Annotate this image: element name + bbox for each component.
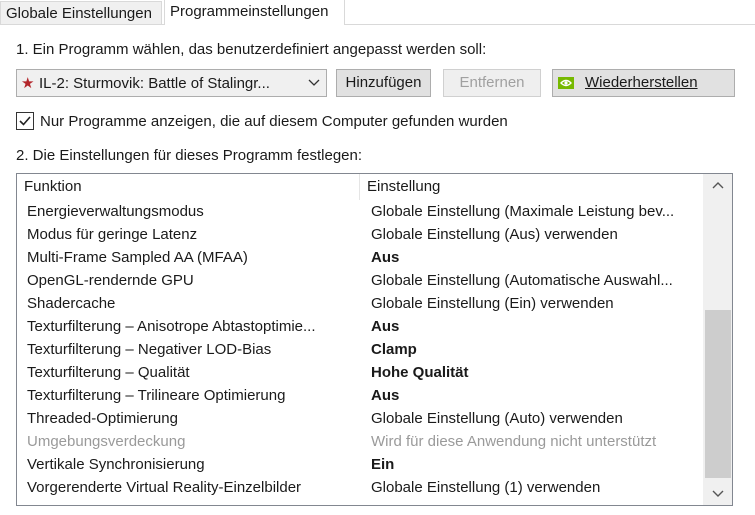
feature-cell: Texturfilterung – Trilineare Optimierung xyxy=(27,387,286,404)
feature-cell: Vertikale Synchronisierung xyxy=(27,456,205,473)
setting-cell: Wird für diese Anwendung nicht unterstützt xyxy=(371,433,657,450)
restore-button[interactable] xyxy=(552,69,735,97)
table-row[interactable] xyxy=(17,361,704,384)
setting-cell[interactable]: Globale Einstellung (Ein) verwenden xyxy=(371,295,614,312)
setting-cell[interactable]: Globale Einstellung (Aus) verwenden xyxy=(371,226,618,243)
column-header-feature[interactable]: Funktion xyxy=(24,178,82,195)
scrollbar-thumb[interactable] xyxy=(705,310,731,478)
scroll-down-button[interactable] xyxy=(704,481,732,505)
program-select[interactable] xyxy=(16,69,327,97)
feature-cell: Texturfilterung – Negativer LOD-Bias xyxy=(27,341,272,358)
setting-cell[interactable]: Hohe Qualität xyxy=(371,364,469,381)
chevron-down-icon xyxy=(308,76,320,88)
checkmark-icon xyxy=(18,114,32,128)
feature-cell: Energieverwaltungsmodus xyxy=(27,203,204,220)
feature-cell: Multi-Frame Sampled AA (MFAA) xyxy=(27,249,248,266)
table-header xyxy=(17,174,704,200)
setting-cell[interactable]: Ein xyxy=(371,456,395,473)
tab-global-settings[interactable]: Globale Einstellungen xyxy=(0,1,162,25)
chevron-up-icon xyxy=(712,181,724,191)
table-row[interactable] xyxy=(17,223,704,246)
table-row[interactable] xyxy=(17,292,704,315)
setting-cell[interactable]: Globale Einstellung (Auto) verwenden xyxy=(371,410,623,427)
step2-label: 2. Die Einstellungen für dieses Programm festlegen: xyxy=(16,147,363,164)
remove-button[interactable]: Entfernen xyxy=(443,69,541,97)
table-row[interactable] xyxy=(17,453,704,476)
setting-cell[interactable]: Aus xyxy=(371,318,400,335)
setting-cell[interactable]: Aus xyxy=(371,249,400,266)
setting-cell[interactable]: Aus xyxy=(371,387,400,404)
table-body xyxy=(17,200,704,499)
table-row[interactable] xyxy=(17,246,704,269)
feature-cell: Umgebungsverdeckung xyxy=(27,433,186,450)
filter-checkbox-label[interactable]: Nur Programme anzeigen, die auf diesem Computer gefunden wurden xyxy=(40,113,508,130)
table-row[interactable] xyxy=(17,200,704,223)
table-row[interactable] xyxy=(17,315,704,338)
table-row[interactable] xyxy=(17,338,704,361)
feature-cell: Modus für geringe Latenz xyxy=(27,226,198,243)
tab-divider xyxy=(0,24,755,25)
chevron-down-icon xyxy=(712,488,724,498)
filter-checkbox[interactable] xyxy=(16,112,34,130)
settings-table xyxy=(16,173,733,506)
setting-cell[interactable]: Globale Einstellung (Automatische Auswahl... xyxy=(371,272,673,289)
scroll-up-button[interactable] xyxy=(704,174,732,198)
step1-label: 1. Ein Programm wählen, das benutzerdefiniert angepasst werden soll: xyxy=(16,41,487,58)
setting-cell[interactable]: Clamp xyxy=(371,341,417,358)
table-row[interactable] xyxy=(17,430,704,453)
table-row[interactable] xyxy=(17,407,704,430)
star-icon: ★ xyxy=(21,75,35,92)
setting-cell[interactable]: Globale Einstellung (1) verwenden xyxy=(371,479,601,496)
column-divider[interactable] xyxy=(359,174,360,200)
program-select-value: IL-2: Sturmovik: Battle of Stalingr... xyxy=(39,75,270,92)
setting-cell[interactable]: Globale Einstellung (Maximale Leistung bev... xyxy=(371,203,675,220)
restore-button-label: Wiederherstellen xyxy=(585,74,698,91)
tab-bar xyxy=(0,0,755,25)
feature-cell: Threaded-Optimierung xyxy=(27,410,178,427)
add-button[interactable]: Hinzufügen xyxy=(336,69,431,97)
column-header-setting[interactable]: Einstellung xyxy=(367,178,441,195)
nvidia-icon xyxy=(558,77,574,89)
feature-cell: Shadercache xyxy=(27,295,116,312)
feature-cell: Texturfilterung – Qualität xyxy=(27,364,190,381)
tab-program-settings[interactable]: Programmeinstellungen xyxy=(164,0,345,25)
table-row[interactable] xyxy=(17,269,704,292)
feature-cell: Vorgerenderte Virtual Reality-Einzelbilder xyxy=(27,479,302,496)
feature-cell: OpenGL-rendernde GPU xyxy=(27,272,194,289)
table-row[interactable] xyxy=(17,384,704,407)
feature-cell: Texturfilterung – Anisotrope Abtastoptimie... xyxy=(27,318,316,335)
table-row[interactable] xyxy=(17,476,704,499)
vertical-scrollbar[interactable] xyxy=(703,174,732,505)
